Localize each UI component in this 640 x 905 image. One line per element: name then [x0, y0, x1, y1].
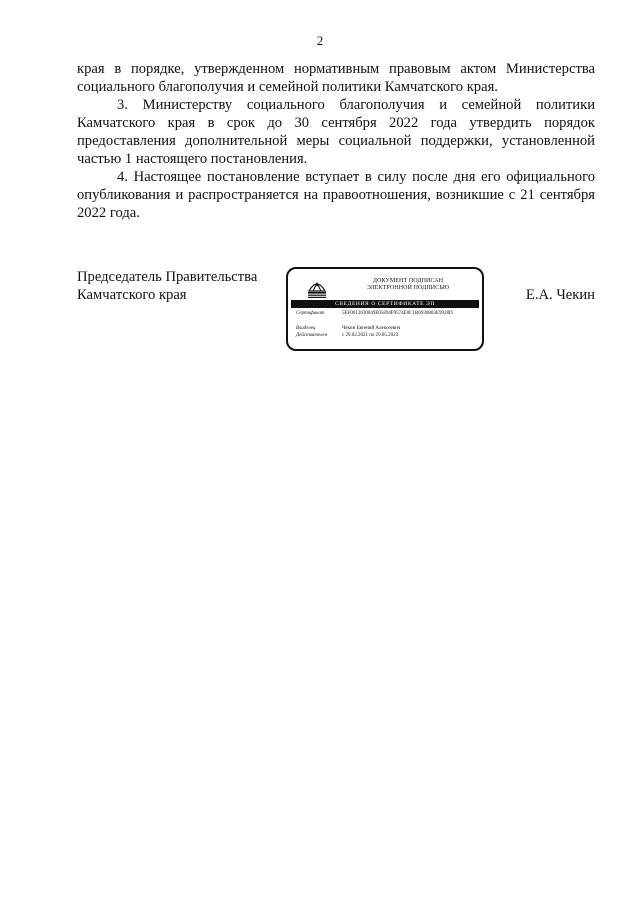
- paragraph-2: 3. Министерству социального благополучия и семейной политики Камчатского края в срок до 30 сентября 2022 года утвердить порядок предоставления дополнительной меры социальной поддержки, установленной частью 1 настоящего постановления.: [77, 97, 595, 167]
- paragraph-3: 4. Настоящее постановление вступает в силу после дня его официального опубликования и распространяется на правоотношения, возникшие с 21 сентября 2022 года.: [77, 169, 595, 221]
- paragraph-1: края в порядке, утвержденном нормативным правовым актом Министерства социального благополучия и семейной политики Камчатского края.: [77, 61, 595, 95]
- validity-label: Действителен: [296, 333, 328, 338]
- stamp-certificate-bar: СВЕДЕНИЯ О СЕРТИФИКАТЕ ЭП: [291, 300, 479, 308]
- certificate-value: 5EF0612630049E05894F9574E0C1B6930803E9928D: [342, 311, 453, 316]
- validity-value: с 29.02.2021 по 29.05.2023: [342, 333, 399, 338]
- body-text: [77, 60, 595, 222]
- stamp-heading: [334, 278, 482, 292]
- owner-label: Владелец: [296, 326, 316, 331]
- stamp-heading-line1: ДОКУМЕНТ ПОДПИСАН: [372, 278, 444, 284]
- page-number: 2: [316, 33, 324, 48]
- signer-title-line2: Камчатского края: [77, 287, 187, 303]
- stamp-heading-line2: ЭЛЕКТРОННОЙ ПОДПИСЬЮ: [366, 285, 450, 291]
- owner-value: Чекин Евгений Алексеевич: [342, 326, 401, 331]
- signer-title: [77, 268, 257, 304]
- signer-name: Е.А. Чекин: [525, 287, 595, 303]
- signer-title-line1: Председатель Правительства: [77, 269, 258, 285]
- crest-emblem-icon: [306, 275, 328, 299]
- certificate-label: Сертификат: [296, 311, 325, 316]
- electronic-signature-stamp: [286, 267, 484, 351]
